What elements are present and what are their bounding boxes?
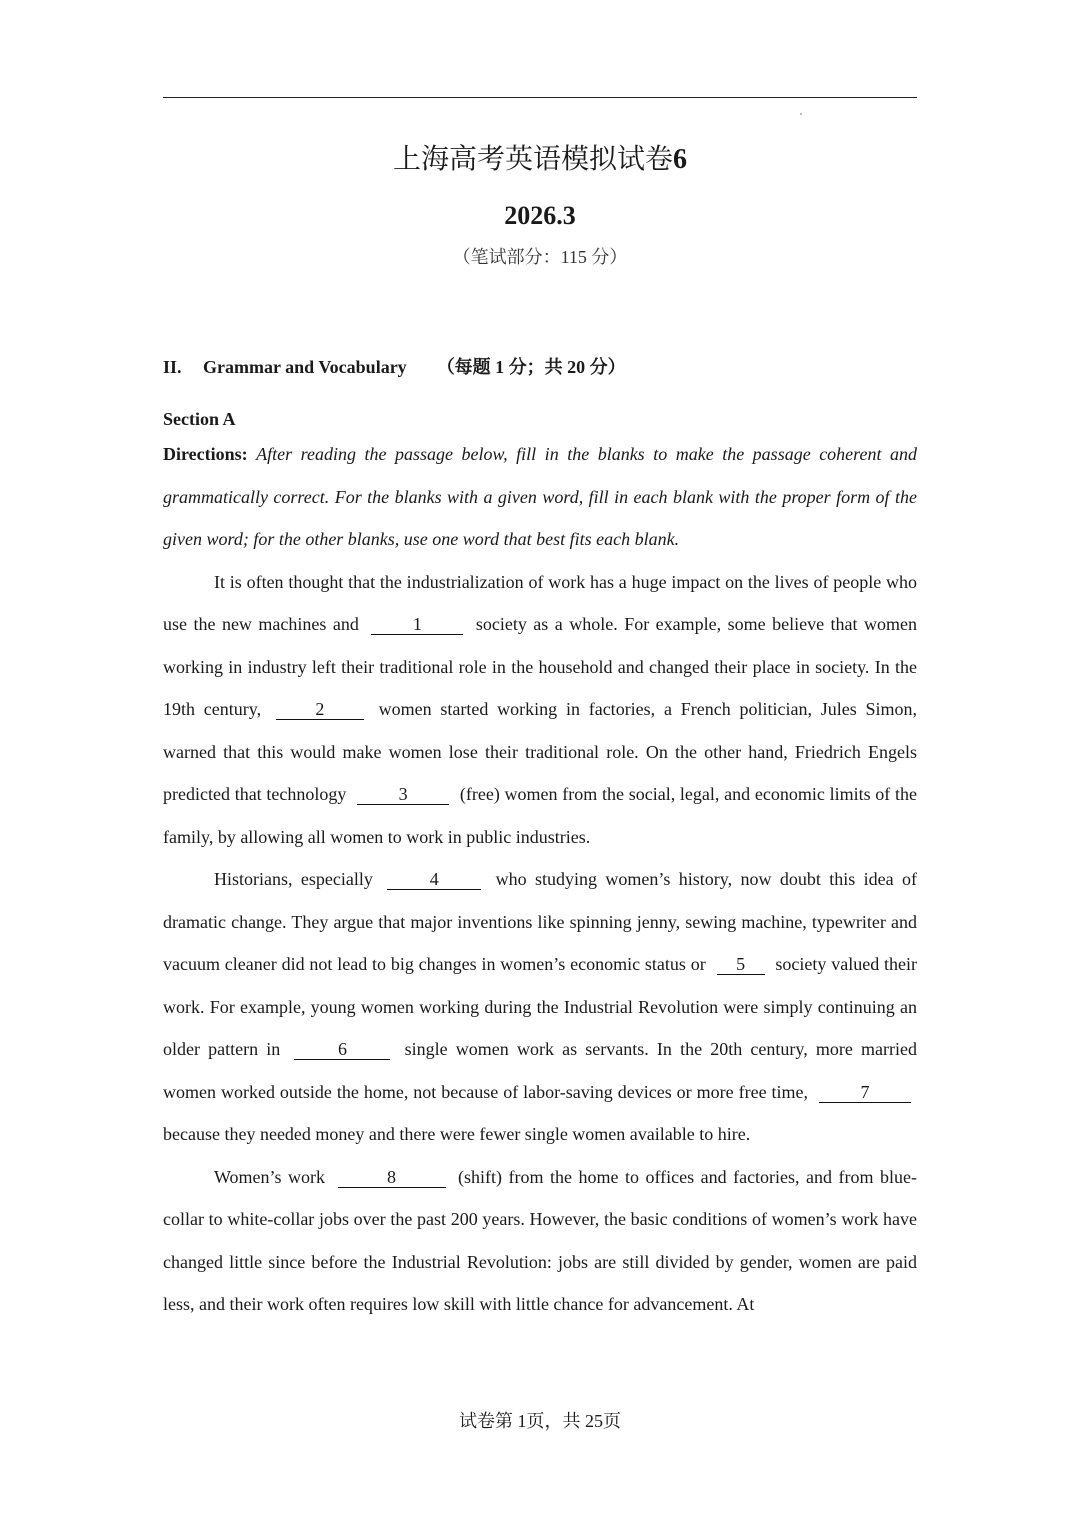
- exam-title: [0, 140, 1080, 180]
- blank-1: 1: [371, 614, 463, 635]
- blank-8: 8: [338, 1167, 446, 1188]
- passage-text: Women’s work: [214, 1166, 326, 1187]
- exam-subtitle: （笔试部分：115 分）: [452, 247, 628, 267]
- passage-text: who studying women’s history, now doubt this idea of dramatic change. They argue that major inventions like spinning jenny, sewing machine, typewriter and vacuum cleaner did not lead to big changes in women’s economic status or: [163, 869, 917, 974]
- passage-text: (shift) from the home to offices and factories, and from blue-collar to white-collar jobs over the past 200 years. However, the basic conditions of women’s work have changed little since before the Industrial Revolution: jobs are still divided by gender, women are paid less, and their work often requires low skill with little chance for advancement. At: [163, 1166, 917, 1314]
- passage-text: It is often thought that the industrialization of work has a huge impact on the lives of people who use the new machines and: [163, 571, 917, 634]
- passage-text: women started working in factories, a French politician, Jules Simon, warned that this would make women lose their traditional role. On the other hand, Friedrich Engels predicted that technology: [163, 699, 918, 804]
- header-rule: [163, 97, 917, 98]
- directions-text: After reading the passage below, fill in the blanks to make the passage coherent and grammatically correct. For the blanks with a given word, fill in each blank with the proper form of the given word; for the other blanks, use one word that best fits each blank.: [163, 444, 918, 549]
- section-title: Section A: [163, 409, 236, 429]
- passage-content: [163, 433, 917, 1326]
- directions-label: Directions:: [163, 444, 248, 464]
- exam-title-text: 上海高考英语模拟试卷: [392, 144, 673, 175]
- blank-5: 5: [717, 954, 765, 975]
- part-name: Grammar and Vocabulary: [203, 357, 407, 377]
- scan-speck: [800, 113, 802, 115]
- passage-paragraph-1: [163, 561, 917, 859]
- part-score-note: （每题 1 分；共 20 分）: [436, 357, 626, 377]
- directions: [163, 433, 917, 561]
- part-number: II.: [163, 357, 182, 377]
- blank-6: 6: [294, 1039, 390, 1060]
- blank-7: 7: [819, 1082, 911, 1103]
- passage-text: single women work as servants. In the 20th century, more married women worked outside the home, not because of labor-saving devices or more free time,: [163, 1039, 918, 1102]
- blank-4: 4: [387, 869, 481, 890]
- passage-paragraph-3: [163, 1156, 917, 1326]
- page-footer: 试卷第 1页，共 25页: [459, 1411, 621, 1431]
- passage-paragraph-2: [163, 858, 917, 1156]
- exam-title-number: 6: [673, 144, 687, 175]
- blank-3: 3: [357, 784, 449, 805]
- blank-2: 2: [276, 699, 364, 720]
- exam-date: 2026.3: [504, 201, 576, 230]
- passage-text: (free) women from the social, legal, and economic limits of the family, by allowing all women to work in public industries.: [163, 784, 918, 847]
- passage-text: society as a whole. For example, some believe that women working in industry left their traditional role in the household and changed their place in society. In the 19th century,: [163, 614, 918, 719]
- passage-text: Historians, especially: [214, 869, 373, 889]
- part-heading: [163, 354, 626, 380]
- passage-text: because they needed money and there were fewer single women available to hire.: [163, 1124, 751, 1144]
- passage-text: society valued their work. For example, young women working during the Industrial Revolution were simply continuing an older pattern in: [163, 954, 918, 1059]
